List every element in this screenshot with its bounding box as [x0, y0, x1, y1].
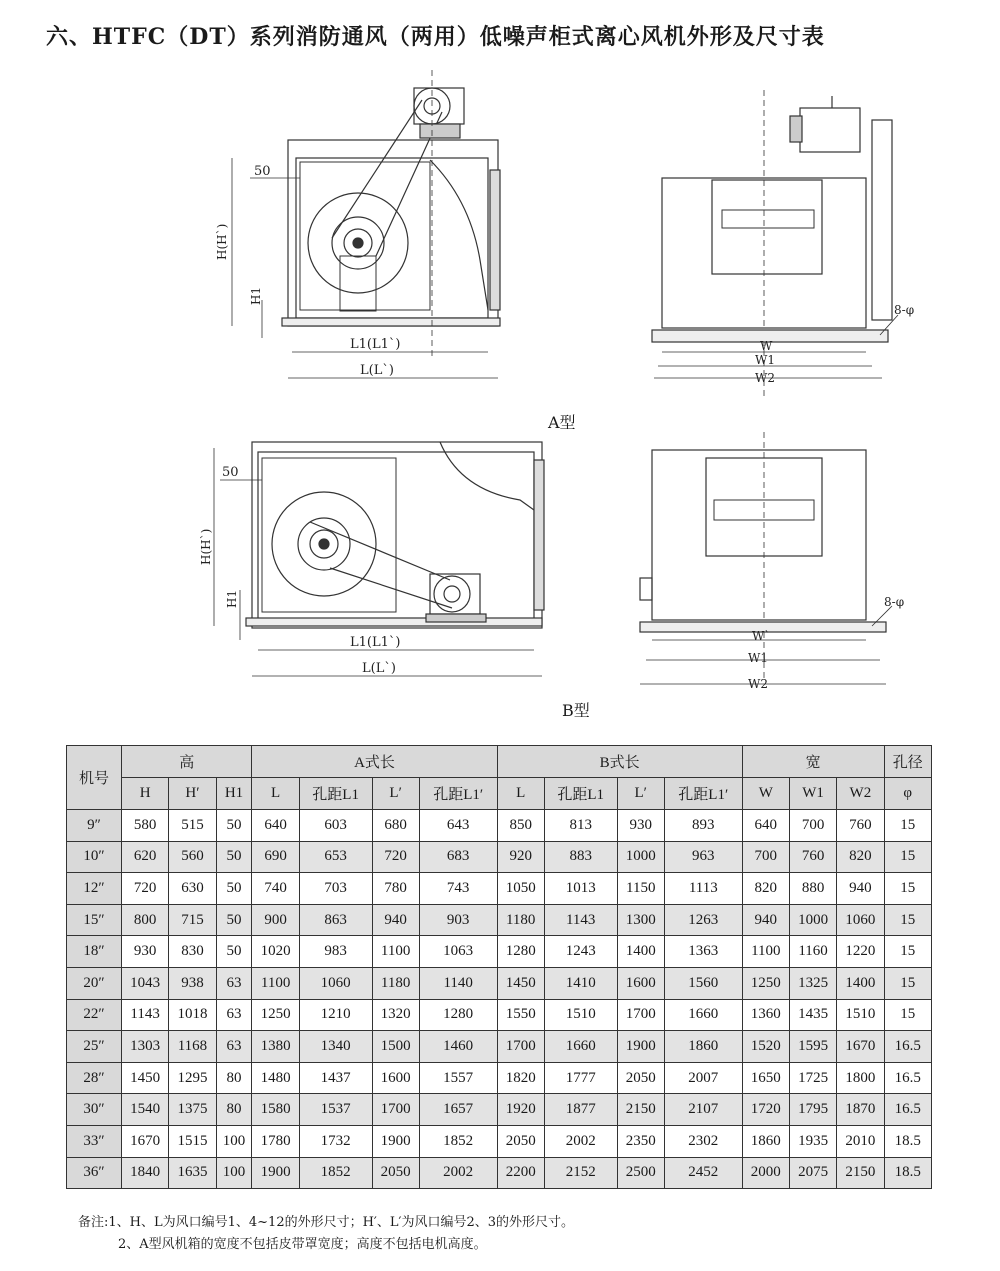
col-sub-header: L [252, 778, 299, 810]
value-cell: 1435 [789, 999, 836, 1031]
col-sub-header: H′ [169, 778, 216, 810]
value-cell: 18.5 [884, 1157, 931, 1189]
value-cell: 580 [122, 810, 169, 842]
value-cell: 1143 [122, 999, 169, 1031]
value-cell: 1935 [789, 1125, 836, 1157]
value-cell: 2152 [544, 1157, 617, 1189]
value-cell: 1480 [252, 1062, 299, 1094]
value-cell: 1100 [252, 967, 299, 999]
value-cell: 1510 [837, 999, 884, 1031]
a-dim-phi: 8-φ [894, 303, 915, 317]
col-sub-header: 孔距L1 [544, 778, 617, 810]
value-cell: 1450 [122, 1062, 169, 1094]
type-a-front-view [652, 90, 914, 400]
value-cell: 940 [372, 904, 419, 936]
value-cell: 1537 [299, 1094, 372, 1126]
value-cell: 743 [419, 873, 497, 905]
col-sub-header: W2 [837, 778, 884, 810]
model-cell: 15″ [67, 904, 122, 936]
value-cell: 2150 [837, 1157, 884, 1189]
note-1: 备注:1、H、L为风口编号1、4~12的外形尺寸；H′、L′为风口编号2、3的外形尺寸。 [78, 1215, 575, 1230]
value-cell: 1540 [122, 1094, 169, 1126]
value-cell: 700 [742, 841, 789, 873]
value-cell: 640 [742, 810, 789, 842]
col-group-a-length: A式长 [252, 746, 497, 778]
value-cell: 515 [169, 810, 216, 842]
type-a-label: A型 [548, 413, 576, 432]
value-cell: 560 [169, 841, 216, 873]
model-cell: 9″ [67, 810, 122, 842]
value-cell: 630 [169, 873, 216, 905]
value-cell: 1635 [169, 1157, 216, 1189]
value-cell: 940 [837, 873, 884, 905]
value-cell: 1018 [169, 999, 216, 1031]
value-cell: 1900 [617, 1031, 664, 1063]
value-cell: 2452 [664, 1157, 742, 1189]
value-cell: 1050 [497, 873, 544, 905]
value-cell: 15 [884, 967, 931, 999]
value-cell: 1320 [372, 999, 419, 1031]
value-cell: 100 [216, 1157, 252, 1189]
value-cell: 1580 [252, 1094, 299, 1126]
table-row [67, 967, 932, 999]
value-cell: 643 [419, 810, 497, 842]
value-cell: 680 [372, 810, 419, 842]
value-cell: 900 [252, 904, 299, 936]
value-cell: 16.5 [884, 1031, 931, 1063]
model-cell: 25″ [67, 1031, 122, 1063]
value-cell: 1375 [169, 1094, 216, 1126]
value-cell: 1450 [497, 967, 544, 999]
value-cell: 1860 [664, 1031, 742, 1063]
value-cell: 1280 [497, 936, 544, 968]
value-cell: 1180 [497, 904, 544, 936]
value-cell: 1557 [419, 1062, 497, 1094]
value-cell: 1000 [617, 841, 664, 873]
col-group-height: 高 [122, 746, 252, 778]
value-cell: 920 [497, 841, 544, 873]
value-cell: 800 [122, 904, 169, 936]
value-cell: 1400 [837, 967, 884, 999]
value-cell: 1700 [372, 1094, 419, 1126]
value-cell: 1250 [742, 967, 789, 999]
value-cell: 2075 [789, 1157, 836, 1189]
value-cell: 1400 [617, 936, 664, 968]
value-cell: 863 [299, 904, 372, 936]
value-cell: 1100 [742, 936, 789, 968]
value-cell: 603 [299, 810, 372, 842]
value-cell: 1143 [544, 904, 617, 936]
value-cell: 1520 [742, 1031, 789, 1063]
value-cell: 2200 [497, 1157, 544, 1189]
value-cell: 1650 [742, 1062, 789, 1094]
value-cell: 780 [372, 873, 419, 905]
value-cell: 2002 [419, 1157, 497, 1189]
value-cell: 940 [742, 904, 789, 936]
value-cell: 1060 [299, 967, 372, 999]
value-cell: 760 [789, 841, 836, 873]
col-sub-header: 孔距L1′ [419, 778, 497, 810]
value-cell: 700 [789, 810, 836, 842]
value-cell: 1100 [372, 936, 419, 968]
value-cell: 1113 [664, 873, 742, 905]
type-b-side-view [199, 442, 544, 676]
value-cell: 1800 [837, 1062, 884, 1094]
spec-table [66, 745, 932, 1189]
table-row [67, 1094, 932, 1126]
value-cell: 1060 [837, 904, 884, 936]
value-cell: 760 [837, 810, 884, 842]
value-cell: 1020 [252, 936, 299, 968]
value-cell: 1210 [299, 999, 372, 1031]
model-cell: 36″ [67, 1157, 122, 1189]
type-a-side-view [215, 70, 500, 378]
value-cell: 1325 [789, 967, 836, 999]
value-cell: 1732 [299, 1125, 372, 1157]
value-cell: 683 [419, 841, 497, 873]
value-cell: 1600 [372, 1062, 419, 1094]
value-cell: 1777 [544, 1062, 617, 1094]
value-cell: 620 [122, 841, 169, 873]
a-dim-h1: H1 [249, 286, 263, 305]
value-cell: 703 [299, 873, 372, 905]
type-b-front-view [640, 432, 904, 691]
col-group-hole: 孔径 [884, 746, 931, 778]
col-sub-header: H [122, 778, 169, 810]
value-cell: 63 [216, 967, 252, 999]
value-cell: 1360 [742, 999, 789, 1031]
value-cell: 653 [299, 841, 372, 873]
value-cell: 1720 [742, 1094, 789, 1126]
value-cell: 690 [252, 841, 299, 873]
value-cell: 1437 [299, 1062, 372, 1094]
b-dim-l: L(L`) [362, 661, 396, 676]
b-dim-l1: L1(L1`) [350, 635, 401, 650]
b-dim-h1: H1 [225, 589, 239, 608]
col-sub-header: L [497, 778, 544, 810]
col-sub-header: W1 [789, 778, 836, 810]
value-cell: 1000 [789, 904, 836, 936]
col-sub-header: 孔距L1′ [664, 778, 742, 810]
value-cell: 1168 [169, 1031, 216, 1063]
value-cell: 2007 [664, 1062, 742, 1094]
value-cell: 2050 [372, 1157, 419, 1189]
value-cell: 1303 [122, 1031, 169, 1063]
value-cell: 850 [497, 810, 544, 842]
b-dim-w1: W1 [748, 651, 768, 665]
value-cell: 18.5 [884, 1125, 931, 1157]
value-cell: 1013 [544, 873, 617, 905]
value-cell: 1840 [122, 1157, 169, 1189]
col-sub-header: L′ [372, 778, 419, 810]
value-cell: 1250 [252, 999, 299, 1031]
value-cell: 1660 [664, 999, 742, 1031]
notes [78, 1212, 574, 1256]
value-cell: 1340 [299, 1031, 372, 1063]
table-row [67, 1157, 932, 1189]
value-cell: 1043 [122, 967, 169, 999]
value-cell: 1780 [252, 1125, 299, 1157]
value-cell: 820 [837, 841, 884, 873]
value-cell: 720 [122, 873, 169, 905]
table-row [67, 873, 932, 905]
model-cell: 22″ [67, 999, 122, 1031]
value-cell: 1900 [252, 1157, 299, 1189]
b-dim-50: 50 [222, 465, 239, 480]
value-cell: 1670 [837, 1031, 884, 1063]
value-cell: 903 [419, 904, 497, 936]
table-row [67, 904, 932, 936]
value-cell: 15 [884, 841, 931, 873]
value-cell: 2150 [617, 1094, 664, 1126]
value-cell: 1657 [419, 1094, 497, 1126]
a-dim-50: 50 [254, 164, 271, 179]
col-sub-header: H1 [216, 778, 252, 810]
model-cell: 30″ [67, 1094, 122, 1126]
table-row [67, 1125, 932, 1157]
type-b-label: B型 [562, 701, 590, 720]
value-cell: 50 [216, 810, 252, 842]
a-dim-l: L(L`) [360, 363, 394, 378]
value-cell: 2302 [664, 1125, 742, 1157]
col-group-width: 宽 [742, 746, 884, 778]
value-cell: 720 [372, 841, 419, 873]
col-group-b-length: B式长 [497, 746, 742, 778]
b-dim-w: W` [752, 629, 771, 643]
value-cell: 930 [617, 810, 664, 842]
value-cell: 15 [884, 999, 931, 1031]
value-cell: 830 [169, 936, 216, 968]
value-cell: 930 [122, 936, 169, 968]
page-title: 六、HTFC（DT）系列消防通风（两用）低噪声柜式离心风机外形及尺寸表 [46, 24, 825, 50]
value-cell: 1063 [419, 936, 497, 968]
value-cell: 1725 [789, 1062, 836, 1094]
value-cell: 2500 [617, 1157, 664, 1189]
value-cell: 15 [884, 873, 931, 905]
value-cell: 963 [664, 841, 742, 873]
value-cell: 2002 [544, 1125, 617, 1157]
table-row [67, 841, 932, 873]
value-cell: 820 [742, 873, 789, 905]
value-cell: 50 [216, 873, 252, 905]
value-cell: 1295 [169, 1062, 216, 1094]
value-cell: 1852 [419, 1125, 497, 1157]
technical-drawings [0, 60, 1000, 724]
value-cell: 2010 [837, 1125, 884, 1157]
b-dim-phi: 8-φ [884, 595, 905, 609]
value-cell: 1860 [742, 1125, 789, 1157]
table-row [67, 810, 932, 842]
value-cell: 100 [216, 1125, 252, 1157]
a-dim-w: W [760, 339, 773, 353]
value-cell: 1560 [664, 967, 742, 999]
a-dim-h: H(H`) [215, 223, 229, 260]
model-cell: 12″ [67, 873, 122, 905]
value-cell: 883 [544, 841, 617, 873]
value-cell: 1263 [664, 904, 742, 936]
value-cell: 1550 [497, 999, 544, 1031]
value-cell: 1595 [789, 1031, 836, 1063]
model-cell: 28″ [67, 1062, 122, 1094]
value-cell: 1280 [419, 999, 497, 1031]
value-cell: 983 [299, 936, 372, 968]
value-cell: 2107 [664, 1094, 742, 1126]
value-cell: 2350 [617, 1125, 664, 1157]
col-sub-header: φ [884, 778, 931, 810]
a-dim-w1: W1 [755, 353, 775, 367]
value-cell: 1300 [617, 904, 664, 936]
note-2: 2、A型风机箱的宽度不包括皮带罩宽度；高度不包括电机高度。 [118, 1237, 487, 1252]
value-cell: 1920 [497, 1094, 544, 1126]
value-cell: 1160 [789, 936, 836, 968]
value-cell: 1852 [299, 1157, 372, 1189]
value-cell: 1380 [252, 1031, 299, 1063]
value-cell: 1363 [664, 936, 742, 968]
value-cell: 1700 [617, 999, 664, 1031]
spec-body [67, 810, 932, 1189]
table-row [67, 1062, 932, 1094]
col-sub-header: L′ [617, 778, 664, 810]
value-cell: 1670 [122, 1125, 169, 1157]
model-cell: 10″ [67, 841, 122, 873]
a-dim-w2: W2 [755, 371, 775, 385]
model-cell: 20″ [67, 967, 122, 999]
value-cell: 63 [216, 1031, 252, 1063]
value-cell: 2050 [497, 1125, 544, 1157]
value-cell: 15 [884, 936, 931, 968]
value-cell: 80 [216, 1062, 252, 1094]
value-cell: 640 [252, 810, 299, 842]
value-cell: 50 [216, 841, 252, 873]
value-cell: 50 [216, 904, 252, 936]
value-cell: 880 [789, 873, 836, 905]
value-cell: 1900 [372, 1125, 419, 1157]
col-sub-header: 孔距L1 [299, 778, 372, 810]
value-cell: 50 [216, 936, 252, 968]
col-sub-header: W [742, 778, 789, 810]
value-cell: 80 [216, 1094, 252, 1126]
value-cell: 1510 [544, 999, 617, 1031]
table-row [67, 999, 932, 1031]
value-cell: 1700 [497, 1031, 544, 1063]
value-cell: 1243 [544, 936, 617, 968]
value-cell: 15 [884, 904, 931, 936]
value-cell: 63 [216, 999, 252, 1031]
value-cell: 1410 [544, 967, 617, 999]
table-row [67, 936, 932, 968]
value-cell: 1870 [837, 1094, 884, 1126]
value-cell: 2050 [617, 1062, 664, 1094]
value-cell: 813 [544, 810, 617, 842]
b-dim-h: H(H`) [199, 528, 213, 565]
value-cell: 16.5 [884, 1062, 931, 1094]
value-cell: 1500 [372, 1031, 419, 1063]
col-model: 机号 [67, 746, 122, 810]
value-cell: 1820 [497, 1062, 544, 1094]
value-cell: 1140 [419, 967, 497, 999]
value-cell: 740 [252, 873, 299, 905]
value-cell: 715 [169, 904, 216, 936]
value-cell: 1795 [789, 1094, 836, 1126]
value-cell: 1600 [617, 967, 664, 999]
value-cell: 1515 [169, 1125, 216, 1157]
model-cell: 33″ [67, 1125, 122, 1157]
value-cell: 1150 [617, 873, 664, 905]
group-header-row [67, 746, 932, 778]
value-cell: 1877 [544, 1094, 617, 1126]
b-dim-w2: W2 [748, 677, 768, 691]
a-dim-l1: L1(L1`) [350, 337, 401, 352]
value-cell: 1220 [837, 936, 884, 968]
value-cell: 1460 [419, 1031, 497, 1063]
value-cell: 893 [664, 810, 742, 842]
table-row [67, 1031, 932, 1063]
value-cell: 1180 [372, 967, 419, 999]
value-cell: 1660 [544, 1031, 617, 1063]
value-cell: 16.5 [884, 1094, 931, 1126]
value-cell: 938 [169, 967, 216, 999]
model-cell: 18″ [67, 936, 122, 968]
sub-header-row [67, 778, 932, 810]
value-cell: 2000 [742, 1157, 789, 1189]
value-cell: 15 [884, 810, 931, 842]
